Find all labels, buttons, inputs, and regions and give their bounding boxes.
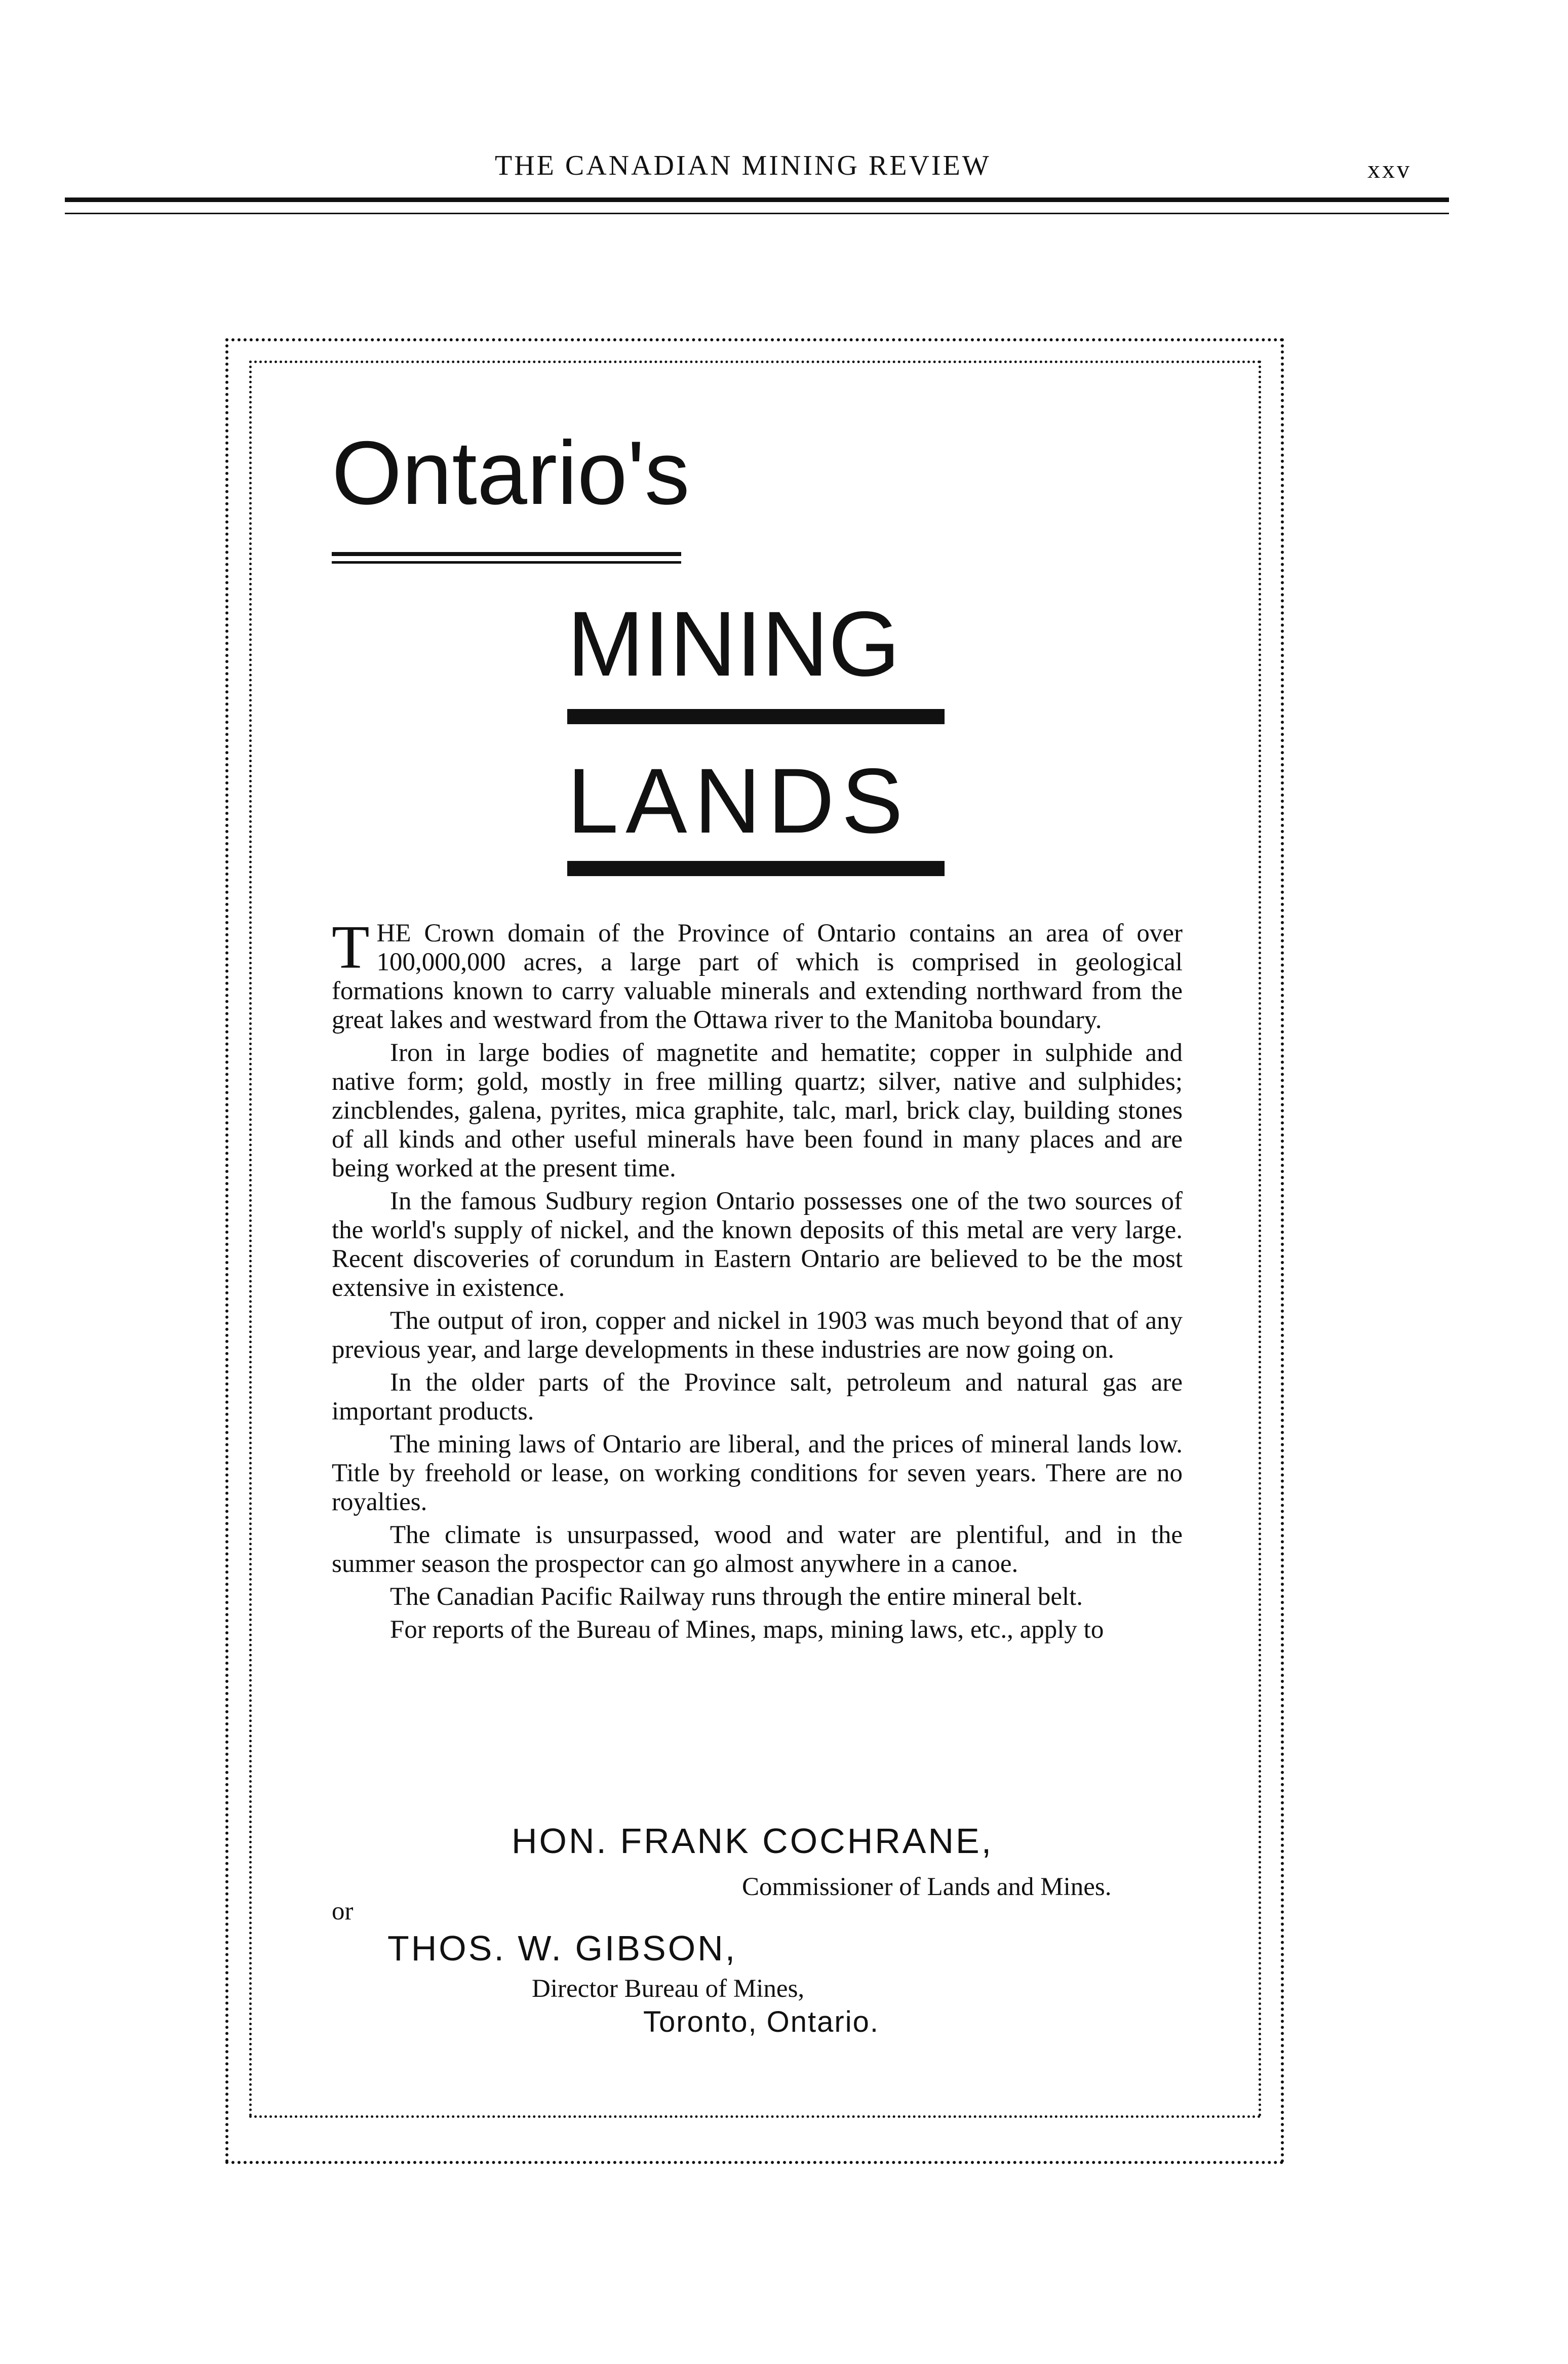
contact-title-gibson: Director Bureau of Mines,	[532, 1975, 805, 2003]
body-paragraph: Iron in large bodies of magnetite and hematite; copper in sulphide and native form; gold, mostly in free milling quartz; silver, native and sulphides; zincblendes, galena, pyrites, mica graphite, talc, marl, brick clay, building stones of all kinds and other useful minerals have been found in many places and are being worked at the present time.	[332, 1039, 1183, 1183]
heading-underline	[332, 552, 681, 556]
body-paragraph: The Canadian Pacific Railway runs through the entire mineral belt.	[390, 1583, 1083, 1611]
heading-ontarios: Ontario's	[332, 422, 690, 523]
heading-underline	[332, 561, 681, 564]
body-paragraph: In the famous Sudbury region Ontario possesses one of the two sources of the world's supply of nickel, and the known deposits of this metal are very large. Recent discoveries of corundum in Eastern Ontario are believed to be the most extensive in existence.	[332, 1187, 1183, 1302]
body-paragraph: For reports of the Bureau of Mines, maps, mining laws, etc., apply to	[390, 1616, 1104, 1644]
body-paragraph: The mining laws of Ontario are liberal, and the prices of mineral lands low. Title by freehold or lease, on working conditions for seven years. There are no royalties.	[332, 1430, 1183, 1516]
header-rule-thick	[65, 198, 1449, 202]
or-text: or	[332, 1897, 354, 1925]
header-rule-thin	[65, 213, 1449, 214]
contact-title-cochrane: Commissioner of Lands and Mines.	[742, 1873, 1112, 1901]
contact-name-gibson: THOS. W. GIBSON,	[387, 1928, 737, 1968]
body-paragraph: The output of iron, copper and nickel in 1903 was much beyond that of any previous year, and large developments in these industries are now going on.	[332, 1307, 1183, 1364]
ad-body	[332, 913, 1183, 1648]
page-number: xxv	[1367, 155, 1412, 183]
heading-mining: MINING	[567, 592, 900, 695]
heading-lands: LANDS	[567, 749, 910, 852]
heading-bar	[567, 709, 945, 724]
heading-bar	[567, 861, 945, 876]
contact-city: Toronto, Ontario.	[643, 2005, 879, 2038]
drop-cap: T	[332, 913, 370, 981]
body-paragraph: The climate is unsurpassed, wood and water are plentiful, and in the summer season the prospector can go almost anywhere in a canoe.	[332, 1521, 1183, 1578]
body-paragraph: THE Crown domain of the Province of Ontario contains an area of over 100,000,000 acres, a large part of which is comprised in geological formations known to carry valuable minerals and extending northward from the great lakes and westward from the Ottawa river to the Manitoba boundary.	[332, 913, 1183, 1034]
running-title: THE CANADIAN MINING REVIEW	[495, 150, 991, 181]
body-paragraph: In the older parts of the Province salt, petroleum and natural gas are important products.	[332, 1368, 1183, 1426]
contact-name-cochrane: HON. FRANK COCHRANE,	[512, 1821, 994, 1861]
